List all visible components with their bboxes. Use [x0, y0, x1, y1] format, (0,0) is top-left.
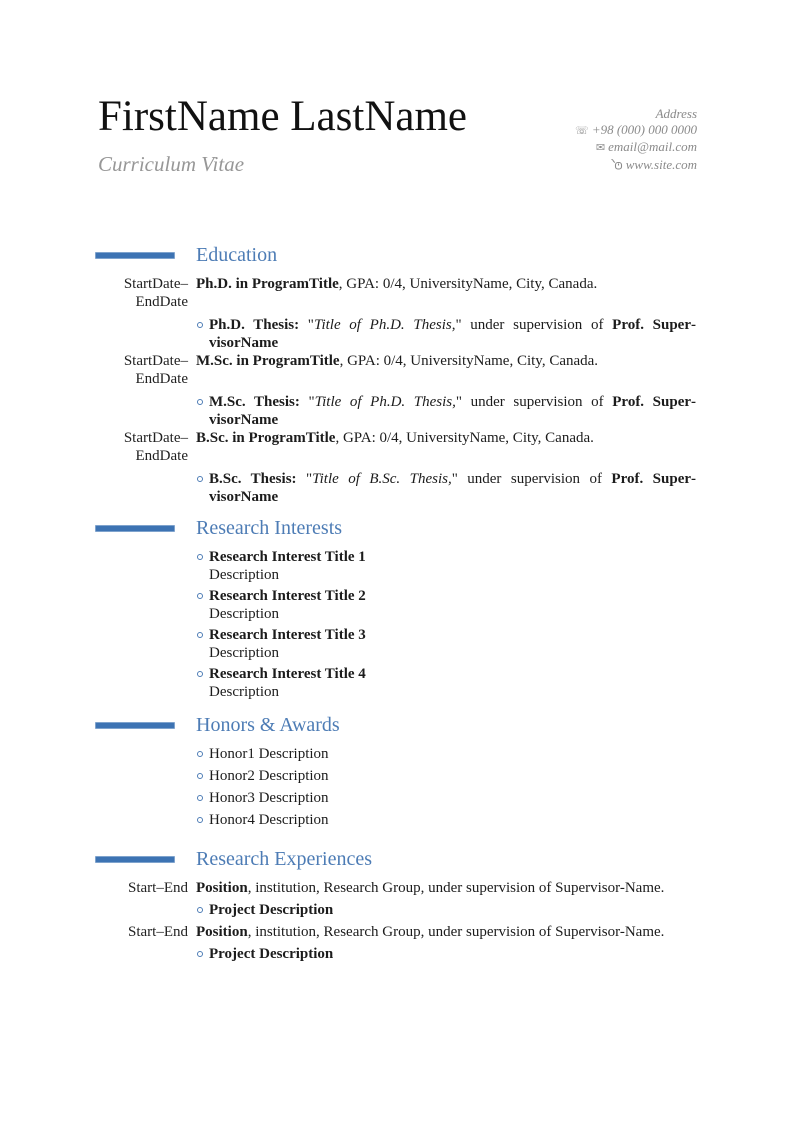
spacer-column: [95, 745, 188, 833]
thesis-mid-text: under supervision of: [461, 317, 613, 333]
section-accent-bar: [95, 252, 175, 259]
section-accent-bar: [95, 856, 175, 863]
degree-details: , GPA: 0/4, UniversityName, City, Canada.: [338, 276, 598, 292]
interest-title: Research Interest Title 2: [209, 588, 366, 604]
supervisor-name: Prof. SupervisorName: [209, 317, 697, 351]
section-header: [95, 516, 794, 540]
thesis-item: [196, 470, 696, 506]
section-accent-bar: [95, 525, 175, 532]
phone-text: +98 (000) 000 0000: [591, 121, 697, 137]
section-title-honors-awards: Honors & Awards: [196, 714, 340, 736]
section-education: [0, 243, 794, 506]
degree-line: [196, 275, 696, 293]
section-research-experiences: [0, 847, 794, 963]
research-interests-body: [95, 548, 794, 704]
contact-address-line: [575, 106, 697, 122]
thesis-title: Title of Ph.D. Thesis,: [314, 394, 456, 410]
honor-text: Honor3 Description: [209, 790, 329, 806]
section-header: [95, 243, 794, 267]
section-accent-bar: [95, 722, 175, 729]
interest-title: Research Interest Title 4: [209, 666, 366, 682]
list-item: [196, 548, 696, 584]
email-link[interactable]: email@mail.com: [608, 139, 697, 154]
degree-line: [196, 429, 696, 447]
person-name: FirstName LastName: [98, 93, 467, 140]
circle-bullet-icon: [197, 951, 203, 957]
circle-bullet-icon: [197, 795, 203, 801]
education-entry-body: [196, 352, 696, 429]
education-entry: [95, 352, 794, 429]
thesis-label: B.Sc. Thesis:: [209, 471, 297, 487]
thesis-mid-text: under supervision of: [457, 471, 612, 487]
honors-body: [95, 745, 794, 833]
experience-entry: [95, 923, 794, 963]
supervisor-name: Prof. SupervisorName: [209, 394, 697, 428]
list-item: [196, 745, 696, 763]
phone-icon: ☏: [575, 124, 589, 137]
contact-website-line: [575, 157, 697, 175]
mouse-icon: [610, 158, 623, 175]
education-entry-body: [196, 275, 696, 352]
interest-title: Research Interest Title 1: [209, 549, 366, 565]
interest-description: Description: [209, 645, 279, 661]
quote-close: ": [455, 317, 462, 333]
experience-entry-body: [196, 923, 696, 963]
project-item: [196, 901, 696, 919]
list-item: [196, 767, 696, 785]
honor-text: Honor4 Description: [209, 812, 329, 828]
circle-bullet-icon: [197, 476, 203, 482]
circle-bullet-icon: [197, 632, 203, 638]
header: [98, 94, 697, 176]
list-item: [196, 587, 696, 623]
position-details: , institution, Research Group, under supervision of Supervisor-Name.: [247, 924, 665, 940]
honors-list: [196, 745, 696, 833]
quote-open: ": [299, 317, 314, 333]
date-range: [95, 275, 188, 352]
thesis-item: [196, 393, 696, 429]
section-title-research-interests: Research Interests: [196, 517, 343, 539]
thesis-title: Title of B.Sc. Thesis,: [312, 471, 452, 487]
supervisor-name: Prof. SupervisorName: [209, 471, 697, 505]
circle-bullet-icon: [197, 671, 203, 677]
circle-bullet-icon: [197, 817, 203, 823]
section-header: [95, 847, 794, 871]
circle-bullet-icon: [197, 593, 203, 599]
project-item: [196, 945, 696, 963]
interest-title: Research Interest Title 3: [209, 627, 366, 643]
date-start: StartDate–: [123, 276, 188, 292]
position-details: , institution, Research Group, under supervision of Supervisor-Name.: [247, 880, 665, 896]
honor-text: Honor2 Description: [209, 768, 329, 784]
website-link[interactable]: www.site.com: [625, 156, 697, 172]
interest-description: Description: [209, 684, 279, 700]
date-range: [95, 352, 188, 429]
degree-title: Ph.D. in ProgramTitle: [196, 276, 339, 292]
position-line: [196, 923, 696, 941]
position-title: Position: [196, 924, 248, 940]
education-entry: [95, 275, 794, 352]
date-end: EndDate: [135, 371, 188, 387]
degree-line: [196, 352, 696, 370]
education-entry: [95, 429, 794, 506]
section-honors-awards: [0, 713, 794, 833]
project-description: Project Description: [209, 946, 334, 962]
list-item: [196, 665, 696, 701]
interest-description: Description: [209, 567, 279, 583]
section-title-education: Education: [196, 244, 278, 266]
date-range: [95, 923, 188, 963]
document-subtitle: Curriculum Vitae: [98, 152, 245, 176]
list-item: [196, 811, 696, 829]
list-item: [196, 626, 696, 662]
position-line: [196, 879, 696, 897]
quote-open: ": [296, 471, 313, 487]
envelope-icon: ✉: [595, 142, 606, 154]
address-text: Address: [655, 106, 697, 121]
thesis-item: [196, 316, 696, 352]
degree-title: B.Sc. in ProgramTitle: [196, 430, 336, 446]
circle-bullet-icon: [197, 554, 203, 560]
date-text: Start–End: [128, 924, 188, 940]
date-start: StartDate–: [123, 353, 188, 369]
section-header: [95, 713, 794, 737]
circle-bullet-icon: [197, 751, 203, 757]
date-end: EndDate: [135, 448, 188, 464]
quote-close: ": [455, 394, 462, 410]
quote-open: ": [299, 394, 315, 410]
contact-block: [575, 106, 697, 176]
experience-entry-body: [196, 879, 696, 919]
honor-text: Honor1 Description: [209, 746, 329, 762]
thesis-title: Title of Ph.D. Thesis,: [313, 317, 456, 333]
section-title-research-experiences: Research Experiences: [196, 848, 373, 870]
thesis-mid-text: under supervision of: [462, 394, 613, 410]
circle-bullet-icon: [197, 773, 203, 779]
education-entry-body: [196, 429, 696, 506]
date-end: EndDate: [135, 294, 188, 310]
research-interests-list: [196, 548, 696, 704]
date-range: [95, 429, 188, 506]
circle-bullet-icon: [197, 907, 203, 913]
interest-description: Description: [209, 606, 279, 622]
thesis-label: Ph.D. Thesis:: [209, 317, 300, 333]
thesis-label: M.Sc. Thesis:: [209, 394, 300, 410]
quote-close: ": [451, 471, 458, 487]
header-identity: [98, 94, 575, 176]
contact-phone-line: [575, 122, 697, 140]
position-title: Position: [196, 880, 248, 896]
circle-bullet-icon: [197, 399, 203, 405]
experience-entry: [95, 879, 794, 919]
spacer-column: [95, 548, 188, 704]
project-description: Project Description: [209, 902, 334, 918]
contact-email-line: [575, 139, 697, 157]
circle-bullet-icon: [197, 322, 203, 328]
date-range: [95, 879, 188, 919]
date-text: Start–End: [128, 880, 188, 896]
list-item: [196, 789, 696, 807]
degree-details: , GPA: 0/4, UniversityName, City, Canada.: [335, 430, 594, 446]
degree-details: , GPA: 0/4, UniversityName, City, Canada.: [339, 353, 599, 369]
section-research-interests: [0, 516, 794, 704]
date-start: StartDate–: [123, 430, 188, 446]
degree-title: M.Sc. in ProgramTitle: [196, 353, 340, 369]
